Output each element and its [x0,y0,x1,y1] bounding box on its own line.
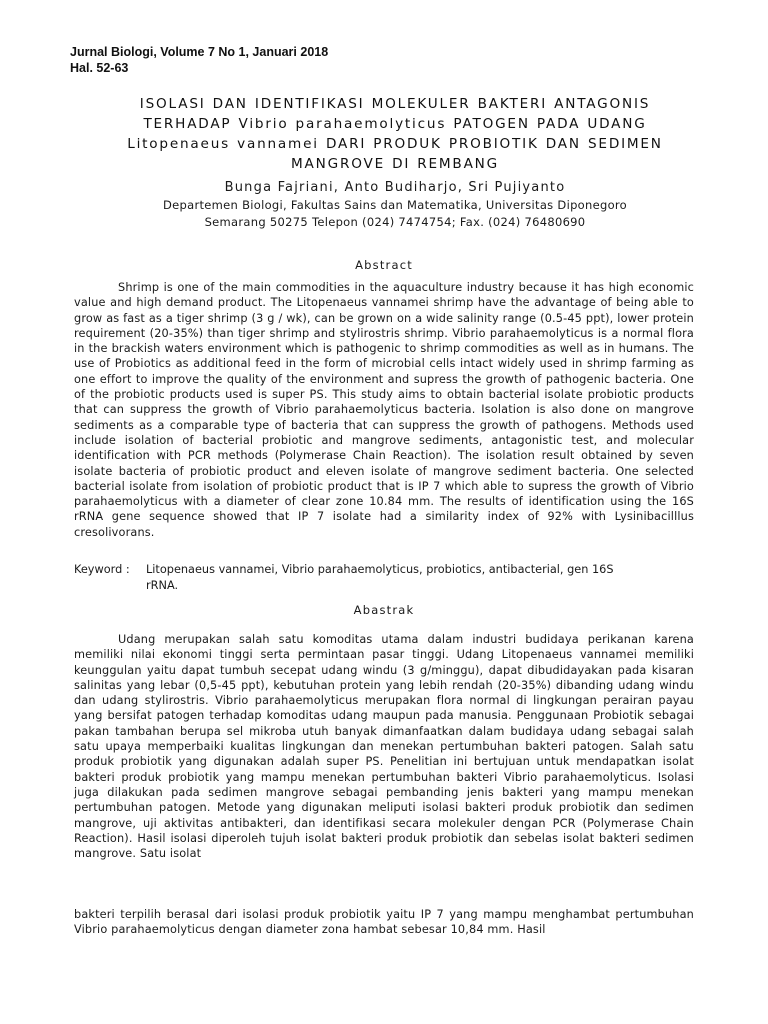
authors: Bunga Fajriani, Anto Budiharjo, Sri Pujiyanto [224,180,566,195]
continuation-text: bakteri terpilih berasal dari isolasi produk probiotik yaitu IP 7 yang mampu menghambat pertumbuhan Vibrio parahaemolyticus dengan diameter zona hambat sebesar 10,84 mm. Hasil [74,908,694,937]
keyword-label: Keyword : [74,563,130,576]
journal-pages: Hal. 52-63 [70,61,129,75]
keyword-line: Litopenaeus vannamei, Vibrio parahaemolyticus, probiotics, antibacterial, gen 16S [146,563,614,576]
abstrak-heading: Abastrak [353,603,415,617]
keyword-line: rRNA. [146,579,179,592]
journal-citation: Jurnal Biologi, Volume 7 No 1, Januari 2018 [70,45,329,59]
title-line: TERHADAP Vibrio parahaemolyticus PATOGEN PADA UDANG [143,116,647,132]
title-line: MANGROVE DI REMBANG [291,156,499,172]
abstract-heading: Abstract [355,258,413,272]
abstrak-text: Udang merupakan salah satu komoditas utama dalam industri budidaya perikanan karena memiliki nilai ekonomi tinggi serta permintaan pasar tinggi. Udang Litopenaeus vannamei memiliki keunggulan yaitu dapat tumbuh secepat udang windu (3 g/minggu), dapat dibudidayakan pada kisaran salinitas yang lebar (0,5-45 ppt), kebutuhan protein yang lebih rendah (20-35%) dibanding udang windu dan udang stylirostris. Vibrio parahaemolyticus merupakan flora normal di lingkungan perairan payau yang bersifat patogen terhadap komoditas udang maupun pada manusia. Penggunaan Probiotik sebagai pakan tambahan berupa sel mikroba utuh banyak dimanfaatkan dalam budidaya udang sebagai salah satu upaya memperbaiki kualitas lingkungan dan menekan pertumbuhan bakteri patogen. Salah satu produk probiotik yang digunakan adalah super PS. Penelitian ini bertujuan untuk mendapatkan isolat bakteri produk probiotik yang mampu menekan pertumbuhan bakteri Vibrio parahaemolyticus. Isolasi juga dilakukan pada sedimen mangrove sebagai pembanding jenis bakteri yang mampu menekan pertumbuhan patogen. Metode yang digunakan meliputi isolasi bakteri produk probiotik dan sedimen mangrove, uji aktivitas antibakteri, dan identifikasi secara molekuler dengan PCR (Polymerase Chain Reaction). Hasil isolasi diperoleh tujuh isolat bakteri produk probiotik dan sebelas isolat bakteri sedimen mangrove. Satu isolat [74,633,694,861]
affiliation [90,197,700,231]
abstract-body [74,280,694,540]
affiliation-line: Departemen Biologi, Fakultas Sains dan Matematika, Universitas Diponegoro [162,198,628,212]
title-line: ISOLASI DAN IDENTIFIKASI MOLEKULER BAKTERI ANTAGONIS [139,96,651,112]
title-line: Litopenaeus vannamei DARI PRODUK PROBIOTIK DAN SEDIMEN [127,136,663,152]
abstrak-body [74,632,694,861]
paper-title [90,94,700,174]
journal-header [70,44,328,76]
keyword-block [74,562,694,594]
affiliation-line: Semarang 50275 Telepon (024) 7474754; Fax. (024) 76480690 [204,215,586,229]
abstract-text: Shrimp is one of the main commodities in the aquaculture industry because it has high economic value and high demand product. The Litopenaeus vannamei shrimp have the advantage of being able to grow as fast as a tiger shrimp (3 g / wk), can be grown on a wide salinity range (0.5-45 ppt), lower protein requirement (20-35%) than tiger shrimp and stylirostris shrimp. Vibrio parahaemolyticus is a normal flora in the brackish waters environment which is pathogenic to shrimp commodities as well as in humans. The use of Probiotics as additional feed in the form of microbial cells intact widely used in shrimp farming as one effort to improve the quality of the environment and supress the growth of pathogenic bacteria. One of the probiotic products used is super PS. This study aims to obtain bacterial isolate probiotic products that can suppress the growth of Vibrio parahaemolyticus bacteria. Isolation is also done on mangrove sediments as a comparable type of bacteria that can suppress the growth of pathogens. Methods used include isolation of bacterial probiotic and mangrove sediments, antagonistic test, and molecular identification with PCR methods (Polymerase Chain Reaction). The isolation result obtained by seven isolate bacteria of probiotic product and eleven isolate of mangrove sediment bacteria. One selected bacterial isolate from isolation of probiotic product that is IP 7 which able to supress the growth of Vibrio parahaemolyticus with a diameter of clear zone 10.84 mm. The results of identification using the 16S rRNA gene sequence showed that IP 7 isolate had a similarity index of 92% with Lysinibacilllus cresolivorans. [74,281,694,539]
